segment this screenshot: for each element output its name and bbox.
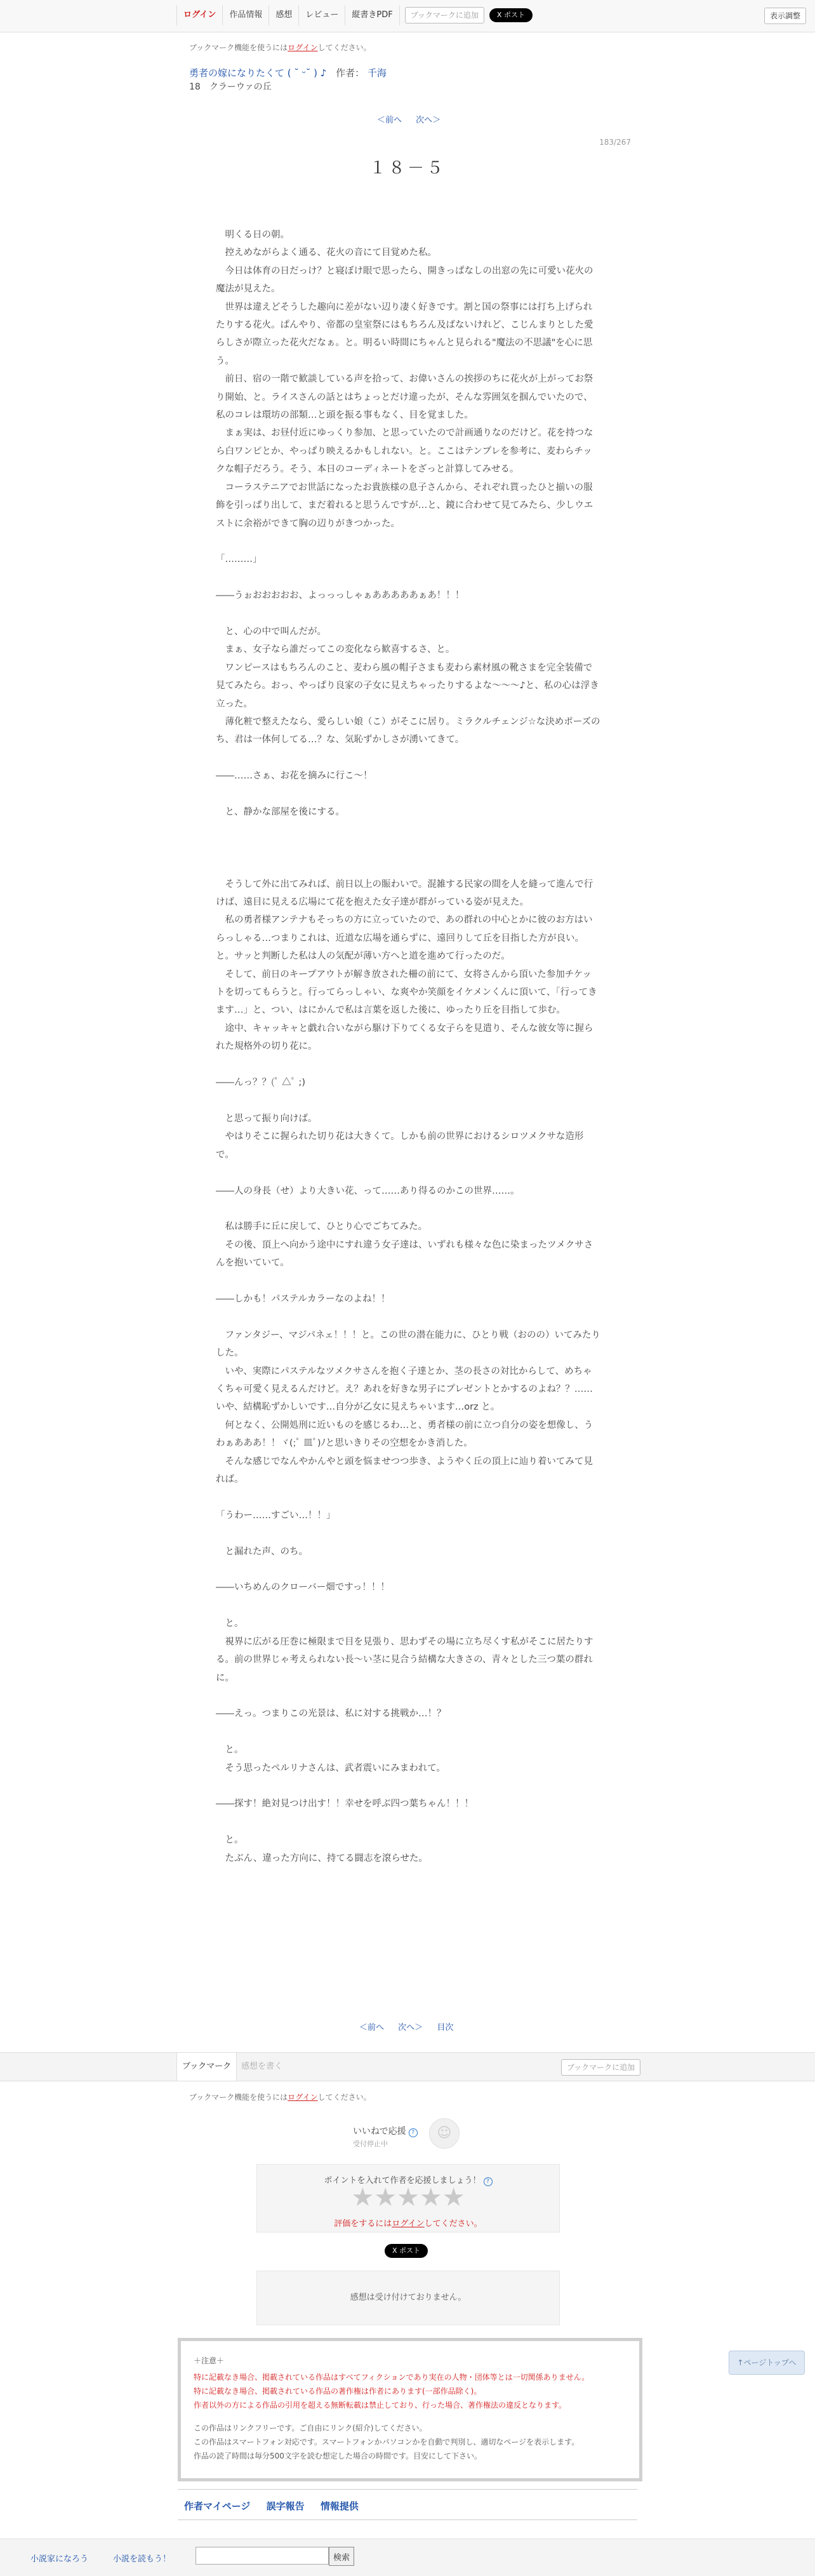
- body-paragraph: [216, 569, 600, 587]
- rating-login-link[interactable]: ログイン: [392, 2219, 425, 2229]
- body-paragraph: [216, 1164, 600, 1182]
- body-paragraph: [216, 1308, 600, 1326]
- body-paragraph: ――んっ？？(ﾟ △ﾟ ;): [216, 1078, 306, 1088]
- pager-bottom: [359, 2020, 465, 2032]
- body-paragraph: [216, 749, 600, 767]
- like-status: 受付停止中: [353, 2140, 388, 2148]
- body-paragraph: [216, 1561, 600, 1578]
- site-footer-bar: [0, 2539, 815, 2576]
- body-paragraph: [216, 839, 600, 857]
- divider: [178, 2519, 637, 2520]
- body-paragraph: 途中、キャッキャと戯れ合いながら駆け下りてくる女子らを見遣り、そんな彼女等に握られた規格外の切り花に。: [216, 1023, 593, 1052]
- body-paragraph: と。: [216, 1745, 244, 1756]
- impressions-link[interactable]: 感想: [269, 5, 299, 25]
- body-paragraph: そうして外に出てみれば、前日以上の賑わいで。混雑する民家の間を人を縫って進んで行けば、遠目に見える広場にて花を抱えた女子達が群がっている姿が見えた。: [216, 879, 593, 908]
- body-paragraph: その後、頂上へ向かう途中にすれ違う女子達は、いずれも様々な色に染まったツメクサさんを抱いていて。: [216, 1239, 593, 1269]
- next-link-bottom[interactable]: 次へ＞: [398, 2023, 423, 2032]
- body-paragraph: [216, 1272, 600, 1290]
- body-paragraph: [216, 1200, 600, 1218]
- rating-stars[interactable]: ★★★★★: [351, 2183, 465, 2212]
- site-read-link[interactable]: 小説を読もう！: [113, 2554, 171, 2564]
- novel-body: [216, 226, 600, 1867]
- info-submit-link[interactable]: 情報提供: [320, 2500, 359, 2512]
- body-paragraph: [216, 1813, 600, 1831]
- bookmark-notice-bottom: [189, 2092, 371, 2102]
- body-paragraph: [216, 1056, 600, 1074]
- tab-impression-write[interactable]: 感想を書く: [241, 2062, 283, 2071]
- body-paragraph: ファンタジー、マジパネェ！！！と。この世の潜在能力に、ひとり戦（おのの）いてみたりした。: [216, 1330, 600, 1359]
- help-icon[interactable]: ?: [409, 2128, 418, 2137]
- body-paragraph: たぶん、違った方向に、持てる闘志を滾らせた。: [216, 1853, 428, 1864]
- body-paragraph: ――えっ。つまりこの光景は、私に対する挑戦か…！？: [216, 1709, 446, 1719]
- body-paragraph: そして、前日のキープアウトが解き放された柵の前にて、女将さんから頂いた参加チケットを切ってもらうと。行ってらっしゃい、な爽やか笑顔をイケメンくんに頂いて、「行ってきます…」と、つい、はにかんで私は言葉を返した後に、ゆったり丘を目指して歩む。: [216, 969, 597, 1016]
- body-paragraph: 世界は違えどそうした趣向に差がない辺り凄く好きです。割と国の祭事には打ち上げられたりする花火。ぱんやり、帝都の皇室祭にはもちろん及ばないけれど、こじんまりとした愛らしさが際立った花火だなぁ。と。明るい時間にちゃんと見られる"魔法の不思議"を心に思う。: [216, 302, 593, 366]
- caution-line: 作品の読了時間は毎分500文字を読む想定した場合の時間です。目安にして下さい。: [194, 2452, 482, 2460]
- bookmark-notice-suffix: してください。: [317, 43, 371, 52]
- rating-title-text: ポイントを入れて作者を応援しましょう！: [324, 2176, 481, 2186]
- thumbs-up-icon: ☺: [437, 2125, 452, 2141]
- caution-red-line: 作者以外の方による作品の引用を超える無断転載は禁止しており、行った場合、著作権法の違反となります。: [194, 2401, 567, 2410]
- body-paragraph: [216, 857, 600, 875]
- vertical-pdf-link[interactable]: 縦書きPDF: [345, 5, 399, 25]
- caution-title: ＋注意＋: [194, 2356, 225, 2365]
- top-bar: [0, 0, 815, 32]
- body-paragraph: 薄化粧で整えたなら、愛らしい娘（こ）がそこに居り。ミラクルチェンジ☆な決めポーズのち、君は一体何してる…？な、気恥ずかしさが湧いてきて。: [216, 716, 600, 745]
- search-input[interactable]: [195, 2547, 329, 2565]
- body-paragraph: そんな感じでなんやかんやと頭を悩ませつつ歩き、ようやく丘の頂上に辿り着いてみて見れば。: [216, 1456, 593, 1485]
- body-paragraph: と。: [216, 1835, 244, 1846]
- episode-title: １８－５: [369, 159, 446, 178]
- body-paragraph: 私の勇者様アンテナもそっちの方に立っていたので、あの群れの中心とかに彼のお方はいらっしゃる…つまりこれは、近道な広場を通らずに、遠回りして丘を目指した方が良い。と。サッと判断した私は人の気配が薄い方へと道を進めて行ったのだ。: [216, 915, 593, 962]
- page-number: 183/267: [599, 138, 631, 147]
- caution-red-line: 特に記載なき場合、掲載されている作品はすべてフィクションであり実在の人物・団体等とは一切関係ありません。: [194, 2373, 590, 2382]
- like-label: [353, 2125, 418, 2137]
- next-link[interactable]: 次へ＞: [416, 116, 441, 125]
- series-line: [189, 66, 387, 79]
- body-paragraph: [216, 1525, 600, 1542]
- impression-notice: 感想は受け付けておりません。: [256, 2271, 560, 2325]
- bookmark-notice: [189, 42, 371, 53]
- body-paragraph: 「………」: [216, 554, 262, 565]
- toc-link[interactable]: 目次: [437, 2023, 454, 2032]
- body-paragraph: ――うぉおおおおお、よっっっしゃぁあああああぁあ！！！: [216, 591, 465, 601]
- body-paragraph: まぁ、女子なら誰だってこの変化なら歓喜するさ、と。: [216, 644, 455, 655]
- login-link[interactable]: ログイン: [176, 5, 223, 25]
- top-nav: [176, 5, 533, 25]
- page-top-button[interactable]: ↑ページトップへ: [729, 2351, 805, 2375]
- like-label-text: いいねで応援: [353, 2126, 406, 2137]
- footer-links: [184, 2499, 371, 2513]
- bookmark-notice-login-link[interactable]: ログイン: [288, 43, 318, 52]
- series-title-link[interactable]: 勇者の嫁になりたくて ( ˘ ᵕ˘ ) ♪: [189, 67, 327, 79]
- tab-bookmark[interactable]: ブックマーク: [176, 2053, 237, 2081]
- chapter-info: 18 クラーウァの丘: [189, 82, 272, 92]
- body-paragraph: [216, 1687, 600, 1705]
- work-info-link[interactable]: 作品情報: [223, 5, 269, 25]
- pager-top: [377, 113, 452, 125]
- body-paragraph: と思って振り向けば。: [216, 1113, 317, 1124]
- body-paragraph: コーラステニアでお世話になったお貴族様の息子さんから、それぞれ貰ったひと揃いの服飾を引っぱり出して、まだ着れると思うんですが…と、鏡に合わせて見てみたら、少しウエストに余裕ができて胸の辺りがきつかった。: [216, 482, 593, 529]
- body-paragraph: [216, 533, 600, 551]
- body-paragraph: [216, 821, 600, 839]
- body-paragraph: [216, 785, 600, 803]
- bookmark-notice-bottom-login-link[interactable]: ログイン: [288, 2093, 318, 2102]
- body-paragraph: と、静かな部屋を後にする。: [216, 807, 345, 817]
- caution-red-line: 特に記載なき場合、掲載されている作品の著作権は作者にあります(一部作品除く)。: [194, 2387, 482, 2396]
- body-paragraph: [216, 1777, 600, 1795]
- add-bookmark-button[interactable]: ブックマークに追加: [405, 7, 484, 23]
- author-mypage-link[interactable]: 作者マイページ: [184, 2500, 251, 2512]
- caution-line: この作品はリンクフリーです。ご自由にリンク(紹介)してください。: [194, 2424, 427, 2433]
- rating-login-notice: [257, 2217, 559, 2229]
- body-paragraph: [216, 1597, 600, 1615]
- prev-link-bottom[interactable]: ＜前へ: [359, 2023, 385, 2032]
- divider: [178, 2489, 637, 2490]
- body-paragraph: 控えめながらよく通る、花火の音にて目覚めた私。: [216, 248, 437, 258]
- rating-box: [256, 2164, 560, 2232]
- search-button[interactable]: 検索: [329, 2547, 354, 2566]
- body-paragraph: と漏れた声、のち。: [216, 1546, 308, 1557]
- body-paragraph: ――……さぁ、お花を摘みに行こ～！: [216, 771, 373, 782]
- bookmark-notice-bottom-suffix: してください。: [317, 2093, 371, 2102]
- x-post-button[interactable]: X ポスト: [489, 8, 533, 22]
- bookmark-notice-bottom-prefix: ブックマーク機能を使うには: [189, 2093, 288, 2102]
- body-paragraph: と、心の中で叫んだが。: [216, 626, 326, 637]
- x-post-button-bottom[interactable]: X ポスト: [385, 2244, 428, 2258]
- rating-help-icon[interactable]: ?: [484, 2177, 493, 2186]
- rating-login-suffix: してください。: [424, 2219, 482, 2229]
- body-paragraph: まぁ実は、お昼付近にゆっくり参加、と思っていたので計画通りなのだけど。花を持つなら白ワンピとか、やっぱり映えるかもしれない。と。ここはテンプレを参考に、麦わらチックな帽子だろう。そう、本日のコーディネートをざっと計算してみせる。: [216, 428, 593, 475]
- body-paragraph: [216, 1488, 600, 1506]
- body-paragraph: [216, 1723, 600, 1741]
- caution-box: [178, 2338, 642, 2481]
- add-bookmark-button-bottom[interactable]: ブックマークに追加: [561, 2059, 640, 2076]
- body-paragraph: 明くる日の朝。: [216, 230, 289, 240]
- body-paragraph: そう思ったペルリナさんは、武者震いにみまわれて。: [216, 1763, 446, 1773]
- review-link[interactable]: レビュー: [299, 5, 345, 25]
- body-paragraph: ――しかも！パステルカラーなのよね！！: [216, 1293, 390, 1304]
- rating-login-prefix: 評価をするには: [334, 2219, 392, 2229]
- display-settings-button[interactable]: 表示調整: [764, 8, 806, 24]
- typo-report-link[interactable]: 誤字報告: [266, 2500, 305, 2512]
- body-paragraph: ――いちめんのクローバー畑ですっ！！！: [216, 1582, 390, 1593]
- body-paragraph: 前日、宿の一階で歓談している声を拾って、お偉いさんの挨拶のちに花火が上がってお祭り開始、と。ライスさんの話とはちょっとだけ違ったが、そんな雰囲気を掴んでいたので、私のコレは環坊の部類…と頭を振る事もなく、目を覚ました。: [216, 374, 593, 421]
- author-label: 作者：: [336, 67, 365, 79]
- caution-line: この作品はスマートフォン対応です。スマートフォンかパソコンかを自動で判別し、適切なページを表示します。: [194, 2438, 580, 2446]
- body-paragraph: [216, 1092, 600, 1110]
- bookmark-notice-prefix: ブックマーク機能を使うには: [189, 43, 288, 52]
- body-paragraph: 今日は体育の日だっけ？と寝ぼけ眼で思ったら、開きっぱなしの出窓の先に可愛い花火の魔法が見えた。: [216, 265, 593, 295]
- body-paragraph: 視界に広がる圧巻に極限まで目を見張り、思わずその場に立ち尽くす私がそこに居たりする。前の世界じゃ考えられない長～い茎に見合う結構な大きさの、青々とした三つ葉の群れに。: [216, 1636, 593, 1683]
- body-paragraph: ワンピースはもちろんのこと、麦わら風の帽子さまも麦わら素材風の靴さまを完全装備で見てみたら。おっ、やっぱり良家の子女に見えちゃったりするよな～～～♪と、私の心は浮き立った。: [216, 662, 599, 709]
- body-paragraph: [216, 605, 600, 623]
- body-paragraph: 私は勝手に丘に戻して、ひとり心でごちてみた。: [216, 1222, 428, 1232]
- like-button[interactable]: [429, 2118, 460, 2149]
- prev-link[interactable]: ＜前へ: [377, 116, 402, 125]
- body-paragraph: いや、実際にパステルなツメクサさんを抱く子達とか、茎の長さの対比からして、めちゃくちゃ可愛く見えるんだけど。え？あれを好きな男子にプレゼントとかするのよね？？……いや、結構恥ずかしいです…自分が乙女に見えちゃいます…orz と。: [216, 1366, 593, 1413]
- body-paragraph: と。: [216, 1618, 244, 1629]
- body-paragraph: やはりそこに握られた切り花は大きくて。しかも前の世界におけるシロツメクサな造形で。: [216, 1131, 584, 1160]
- body-paragraph: 「うわー……すごい…！！」: [216, 1510, 336, 1521]
- author-link[interactable]: 千海: [367, 67, 387, 79]
- body-paragraph: ――人の身長（せ）より大きい花、って……あり得るのかこの世界……。: [216, 1185, 520, 1196]
- body-paragraph: 何となく、公開処刑に近いものを感じるわ…と、勇者様の前に立つ自分の姿を想像し、うわぁあああ！！ヾ(;ﾟ 皿ﾟ)ﾉと思いきりその空想をかき消した。: [216, 1420, 593, 1449]
- body-paragraph: ――探す！絶対見つけ出す！！幸せを呼ぶ四つ葉ちゃん！！！: [216, 1799, 474, 1810]
- site-home-link[interactable]: 小説家になろう: [30, 2554, 89, 2564]
- bottom-tab-bar: [0, 2052, 815, 2081]
